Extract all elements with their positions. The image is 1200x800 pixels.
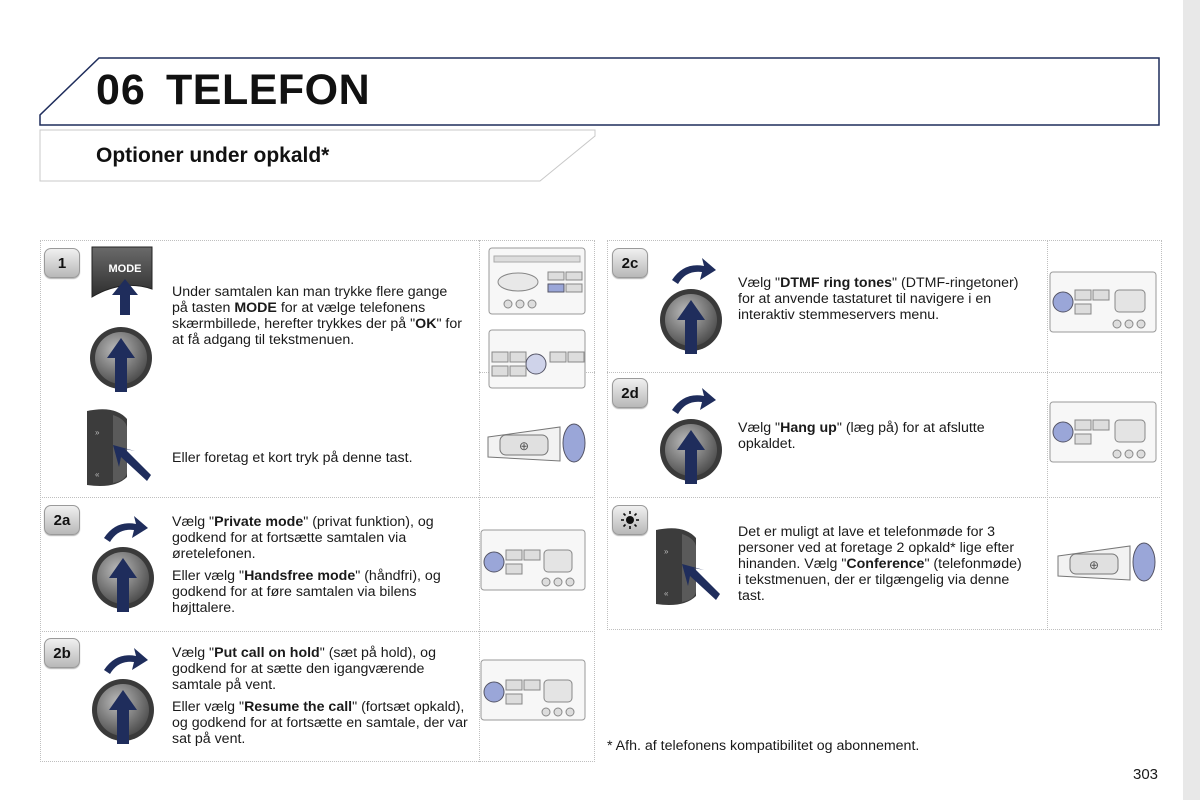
step-badge-2a: 2a: [44, 505, 80, 535]
svg-text:⊕: ⊕: [1088, 558, 1100, 572]
radio-panel-image: [480, 658, 588, 724]
svg-text:«: «: [664, 589, 669, 598]
steering-stalk-icon: [654, 524, 724, 606]
steering-stalk-icon: [85, 405, 155, 487]
svg-text:»: »: [664, 547, 669, 556]
step-2a-text: Vælg "Private mode" (privat funktion), og godkend for at fortsætte samtalen via øretelefonen. Eller vælg "Handsfree mode" (håndfri), og godkend for at føre samtalen via bilens højttalere.: [172, 514, 441, 616]
chapter-number: 06: [96, 66, 146, 114]
rotate-knob-icon: [658, 256, 724, 356]
row-divider: [607, 497, 1162, 498]
row-divider: [40, 497, 595, 498]
svg-text:»: »: [95, 428, 100, 437]
page-number: 303: [1133, 766, 1159, 783]
step-2b-text: Vælg "Put call on hold" (sæt på hold), og godkend for at sætte den igangværende samtale på vent. Eller vælg "Resume the call" (fortsæt opkald), og godkend for at fortsætte en samtale, der var sat på vent.: [172, 645, 468, 747]
sun-icon: [620, 510, 640, 530]
radio-panel-image: [488, 246, 588, 318]
stalk-image: [1054, 536, 1158, 588]
ok-knob-icon: [88, 318, 154, 394]
row-divider: [607, 372, 1162, 373]
tip-text: Det er muligt at lave et telefonmøde for 3 personer ved at foretage 2 opkald* lige efter hinanden. Vælg "Conference" (telefonmøde) i tekstmenuen, der er tilgængelig via denne tast.: [738, 524, 1022, 604]
chapter-title: TELEFON: [166, 66, 371, 114]
step-2c-text: Vælg "DTMF ring tones" (DTMF-ringetoner) for at anvende tastaturet til navigere i en interaktiv stemmeservers menu.: [738, 275, 1019, 323]
tip-badge: [612, 505, 648, 535]
mode-key-label: MODE: [108, 263, 142, 275]
svg-text:«: «: [95, 470, 100, 479]
step-2d-text: Vælg "Hang up" (læg på) for at afslutte opkaldet.: [738, 420, 985, 452]
section-title: Optioner under opkald*: [96, 144, 330, 167]
step-badge-2d: 2d: [612, 378, 648, 408]
stalk-image: [484, 417, 588, 469]
row-divider: [40, 631, 595, 632]
rotate-knob-icon: [658, 386, 724, 486]
mode-key-icon: [88, 245, 156, 315]
step-1-alt-text: Eller foretag et kort tryk på denne tast.: [172, 450, 413, 466]
image-column-divider: [1047, 240, 1048, 630]
step-1-text: Under samtalen kan man trykke flere gange på tasten MODE for at vælge telefonens skærmbillede, herefter trykkes der på "OK" for at få adgang til tekstmenuen.: [172, 284, 462, 348]
footnote: * Afh. af telefonens kompatibilitet og abonnement.: [607, 738, 920, 754]
step-badge-2c: 2c: [612, 248, 648, 278]
step-badge-2b: 2b: [44, 638, 80, 668]
rotate-knob-icon: [90, 646, 156, 746]
svg-text:⊕: ⊕: [518, 439, 530, 453]
chapter-header: [0, 0, 1200, 140]
radio-panel-image: [488, 328, 588, 392]
mode-keyword: MODE: [234, 300, 277, 316]
step-badge-1: 1: [44, 248, 80, 278]
radio-panel-image: [1049, 400, 1159, 466]
radio-panel-image: [480, 528, 588, 594]
ok-keyword: OK: [415, 316, 437, 332]
rotate-knob-icon: [90, 514, 156, 614]
radio-panel-image: [1049, 270, 1159, 336]
